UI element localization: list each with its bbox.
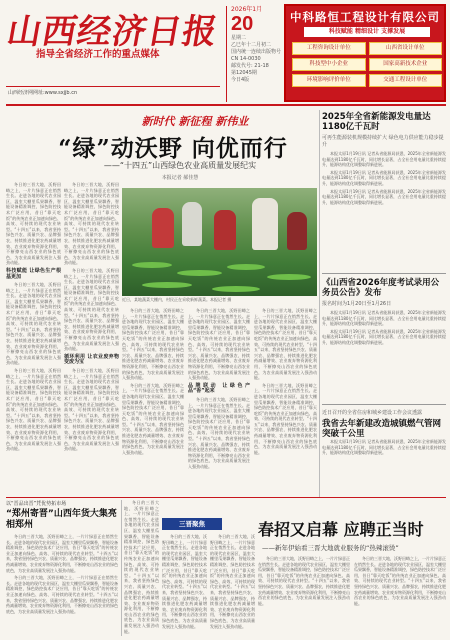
section-box-title: 三晋聚焦 [162, 518, 222, 530]
body-column-3 [122, 308, 184, 496]
body-paragraph: 冬日的三晋大地，沃野田畴之上，一片片绿意正在悄然生长。走进各地的现代农业园区，温室大棚里瓜果飘香，智能设备精准调控，绿色防控技术广泛应用，昔日“靠天吃饭”的传统农业正加速向绿色、高效、可持续的现代农业转型。“十四五”以来，我省坚持绿色兴农、质量兴农、品牌强农，持续推进化肥农药减量增效、农业废弃物资源化利用，不断擦亮山西农业的绿色底色，为农业高质量发展注入强劲动能。 [122, 382, 184, 455]
lead-byline: 本报记者 郝佳慧 [161, 175, 199, 181]
photo-plant [227, 264, 265, 270]
issn: CN 14-0030 [231, 56, 261, 62]
body-paragraph: 冬日的三晋大地，沃野田畴之上，一片片绿意正在悄然生长。走进各地的现代农业园区，温室大棚里瓜果飘香，智能设备精准调控，绿色防控技术广泛应用，昔日“靠天吃饭”的传统农业正加速向绿色、高效、可持续的现代农业转型。“十四五”以来，我省坚持绿色兴农、质量兴农、品牌强农，持续推进化肥农药减量增效、农业废弃物资源化利用，不断擦亮山西农业的绿色底色，为农业高质量发展注入强劲动能。 [6, 282, 61, 366]
body-paragraph: 冬日的三晋大地，沃野田畴之上，一片片绿意正在悄然生长。走进各地的现代农业园区，温室大棚里瓜果飘香，智能设备精准调控，绿色防控技术广泛应用，昔日“靠天吃饭”的传统农业正加速向绿色、高效、可持续的现代农业转型。“十四五”以来，我省坚持绿色兴农、质量兴农、品牌强农，持续推进化肥农药减量增效、农业废弃物资源化利用，不断擦亮山西农业的绿色底色，为农业高质量发展注入强劲动能。 [210, 534, 255, 629]
photo-person [182, 202, 202, 246]
right-column [322, 112, 446, 509]
advertisement[interactable] [284, 4, 446, 102]
lower-mid-column-1 [124, 500, 159, 636]
right-headline-3[interactable]: 我省去年新建改造城镇燃气管网突破千公里 [322, 419, 442, 439]
right-subhead-2: 报名时间为1月20日至1月26日 [322, 301, 392, 307]
lower-left-story [6, 534, 118, 636]
ad-cell: 环境影响评价单位 [292, 74, 366, 87]
top-divider [6, 104, 446, 106]
right-story-3 [322, 439, 446, 509]
right-headline-2[interactable]: 《山西省2026年度考试录用公务员公告》发布 [322, 278, 440, 298]
right-subhead-3: 近日召开的全省住房和城乡建设工作会议透露 [322, 410, 423, 416]
masthead-slogan: 指导全省经济工作的重点媒体 [36, 49, 160, 60]
body-paragraph: 冬日的三晋大地，沃野田畴之上，一片片绿意正在悄然生长。走进各地的现代农业园区，温室大棚里瓜果飘香，智能设备精准调控，绿色防控技术广泛应用，昔日“靠天吃饭”的传统农业正加速向绿色、高效、可持续的现代农业转型。“十四五”以来，我省坚持绿色兴农、质量兴农、品牌强农，持续推进化肥农药减量增效、农业废弃物资源化利用，不断擦亮山西农业的绿色底色，为农业高质量发展注入强劲动能。 [6, 182, 61, 266]
body-paragraph: 冬日的三晋大地，沃野田畴之上，一片片绿意正在悄然生长。走进各地的现代农业园区，温室大棚里瓜果飘香，智能设备精准调控，绿色防控技术广泛应用，昔日“靠天吃饭”的传统农业正加速向绿色、高效、可持续的现代农业转型。“十四五”以来，我省坚持绿色兴农、质量兴农、品牌强农，持续推进化肥农药减量增效、农业废弃物资源化利用，不断擦亮山西农业的绿色底色，为农业高质量发展注入强劲动能。 [354, 556, 446, 606]
right-story-1 [322, 151, 446, 269]
right-rule [322, 273, 446, 274]
body-paragraph: 冬日的三晋大地，沃野田畴之上，一片片绿意正在悄然生长。走进各地的现代农业园区，温室大棚里瓜果飘香，智能设备精准调控，绿色防控技术广泛应用，昔日“靠天吃饭”的传统农业正加速向绿色、高效、可持续的现代农业转型。“十四五”以来，我省坚持绿色兴农、质量兴农、品牌强农，持续推进化肥农药减量增效、农业废弃物资源化利用，不断擦亮山西农业的绿色底色，为农业高质量发展注入强劲动能。 [124, 500, 159, 634]
body-paragraph: 冬日的三晋大地，沃野田畴之上，一片片绿意正在悄然生长。走进各地的现代农业园区，温室大棚里瓜果飘香，智能设备精准调控，绿色防控技术广泛应用，昔日“靠天吃饭”的传统农业正加速向绿色、高效、可持续的现代农业转型。“十四五”以来，我省坚持绿色兴农、质量兴农、品牌强农，持续推进化肥农药减量增效、农业废弃物资源化利用，不断擦亮山西农业的绿色底色，为农业高质量发展注入强劲动能。 [122, 308, 184, 381]
body-paragraph: 冬日的三晋大地，沃野田畴之上，一片片绿意正在悄然生长。走进各地的现代农业园区，温室大棚里瓜果飘香，智能设备精准调控，绿色防控技术广泛应用，昔日“靠天吃饭”的传统农业正加速向绿色、高效、可持续的现代农业转型。“十四五”以来，我省坚持绿色兴农、质量兴农、品牌强农，持续推进化肥农药减量增效、农业废弃物资源化利用，不断擦亮山西农业的绿色底色，为农业高质量发展注入强劲动能。 [64, 267, 119, 352]
lunar-date: 乙巳年十二月初二 [231, 42, 272, 48]
body-paragraph: 本报太原1月19日讯 记者从省能源局获悉，2025年全省新能源发电量达到1180亿千瓦时，同比增长显著，占全社会用电量比重持续提升，能源结构优化调整取得新进展。 [322, 169, 446, 186]
ad-cell: 山西省设计单位 [369, 42, 443, 55]
right-headline-1[interactable]: 2025年全省新能源发电量达1180亿千瓦时 [322, 112, 431, 132]
right-story-2 [322, 310, 446, 400]
newspaper-logo: 山西经济日报 [3, 12, 221, 52]
issue-number: 第12045期 [231, 70, 257, 76]
body-paragraph: 冬日的三晋大地，沃野田畴之上，一片片绿意正在悄然生长。走进各地的现代农业园区，温室大棚里瓜果飘香，智能设备精准调控，绿色防控技术广泛应用，昔日“靠天吃饭”的传统农业正加速向绿色、高效、可持续的现代农业转型。“十四五”以来，我省坚持绿色兴农、质量兴农、品牌强农，持续推进化肥农药减量增效、农业废弃物资源化利用，不断擦亮山西农业的绿色底色，为农业高质量发展注入强劲动能。 [64, 368, 119, 452]
publication-label: 国内统一连续出版物号 [231, 49, 282, 55]
lower-divider [6, 497, 446, 498]
photo-plant [267, 274, 311, 280]
body-column-5 [254, 308, 317, 496]
photo-person [287, 212, 307, 250]
bottom-headline[interactable]: 春招又启幕 应聘正当时 [258, 520, 424, 539]
lower-mid-column-2 [162, 534, 207, 636]
photo-person [214, 210, 236, 250]
body-paragraph: 冬日的三晋大地，沃野田畴之上，一片片绿意正在悄然生长。走进各地的现代农业园区，温室大棚里瓜果飘香，智能设备精准调控，绿色防控技术广泛应用，昔日“靠天吃饭”的传统农业正加速向绿色、高效、可持续的现代农业转型。“十四五”以来，我省坚持绿色兴农、质量兴农、品牌强农，持续推进化肥农药减量增效、农业废弃物资源化利用，不断擦亮山西农业的绿色底色，为农业高质量发展注入强劲动能。 [6, 575, 118, 614]
body-paragraph: 冬日的三晋大地，沃野田畴之上，一片片绿意正在悄然生长。走进各地的现代农业园区，温室大棚里瓜果飘香，智能设备精准调控，绿色防控技术广泛应用，昔日“靠天吃饭”的传统农业正加速向绿色、高效、可持续的现代农业转型。“十四五”以来，我省坚持绿色兴农、质量兴农、品牌强农，持续推进化肥农药减量增效、农业废弃物资源化利用，不断擦亮山西农业的绿色底色，为农业高质量发展注入强劲动能。 [64, 182, 119, 266]
section-heading: 科技赋能 让绿色生产根基更加 [6, 267, 61, 280]
body-paragraph: 本报太原1月19日讯 记者从省能源局获悉，2025年全省新能源发电量达到1180亿千瓦时，同比增长显著，占全社会用电量比重持续提升，能源结构优化调整取得新进展。 [322, 188, 446, 205]
photo-person [252, 198, 278, 250]
day-number: 20 [231, 13, 254, 35]
right-subhead-1: 可再生能源装机规模持续扩大 绿色电力供应能力稳步提升 [322, 135, 444, 148]
body-paragraph: 冬日的三晋大地，沃野田畴之上，一片片绿意正在悄然生长。走进各地的现代农业园区，温室大棚里瓜果飘香，智能设备精准调控，绿色防控技术广泛应用，昔日“靠天吃饭”的传统农业正加速向绿色、高效、可持续的现代农业转型。“十四五”以来，我省坚持绿色兴农、质量兴农、品牌强农，持续推进化肥农药减量增效、农业废弃物资源化利用，不断擦亮山西农业的绿色底色，为农业高质量发展注入强劲动能。 [6, 368, 61, 452]
photo-person [152, 208, 174, 248]
body-column-4 [188, 308, 250, 496]
ad-subtitle: 科技赋能 精细设计 支撑发展 [304, 27, 430, 37]
column-divider [319, 110, 320, 498]
section-heading: 循环利用 让农业废弃物变废为宝 [64, 353, 119, 366]
bottom-story-2 [354, 556, 446, 636]
photo-plant [177, 270, 222, 276]
body-paragraph: 本报太原1月19日讯 记者从省能源局获悉，2025年全省新能源发电量达到1180亿千瓦时，同比增长显著，占全社会用电量比重持续提升，能源结构优化调整取得新进展。 [322, 439, 446, 456]
section-heading: 品牌联动 让绿色产品“香”起来 [188, 382, 250, 395]
body-paragraph: 冬日的三晋大地，沃野田畴之上，一片片绿意正在悄然生长。走进各地的现代农业园区，温室大棚里瓜果飘香，智能设备精准调控，绿色防控技术广泛应用，昔日“靠天吃饭”的传统农业正加速向绿色、高效、可持续的现代农业转型。“十四五”以来，我省坚持绿色兴农、质量兴农、品牌强农，持续推进化肥农药减量增效、农业废弃物资源化利用，不断擦亮山西农业的绿色底色，为农业高质量发展注入强劲动能。 [254, 308, 317, 381]
ad-title: 中科路恒工程设计有限公司 [290, 10, 440, 24]
year-month: 2026年1月 [231, 6, 263, 13]
page-count: 今日4版 [231, 77, 250, 83]
ad-cell: 工程咨询设计单位 [292, 42, 366, 55]
body-column-1 [6, 182, 61, 494]
column-divider [121, 500, 122, 636]
series-banner: 新时代 新征程 新伟业 [141, 115, 249, 128]
bottom-subhead: ——新年伊始看三晋大地就业服务的“热辣滚烫” [262, 544, 399, 552]
lower-mid-column-3 [210, 534, 255, 636]
body-paragraph: 冬日的三晋大地，沃野田畴之上，一片片绿意正在悄然生长。走进各地的现代农业园区，温室大棚里瓜果飘香，智能设备精准调控，绿色防控技术广泛应用，昔日“靠天吃饭”的传统农业正加速向绿色、高效、可持续的现代农业转型。“十四五”以来，我省坚持绿色兴农、质量兴农、品牌强农，持续推进化肥农药减量增效、农业废弃物资源化利用，不断擦亮山西农业的绿色底色，为农业高质量发展注入强劲动能。 [188, 308, 250, 381]
body-column-2 [64, 182, 119, 494]
lead-photo [122, 188, 317, 296]
lead-subhead: ——“十四五”山西绿色农业高质量发展纪实 [103, 161, 257, 170]
body-paragraph: 冬日的三晋大地，沃野田畴之上，一片片绿意正在悄然生长。走进各地的现代农业园区，温室大棚里瓜果飘香，智能设备精准调控，绿色防控技术广泛应用，昔日“靠天吃饭”的传统农业正加速向绿色、高效、可持续的现代农业转型。“十四五”以来，我省坚持绿色兴农、质量兴农、品牌强农，持续推进化肥农药减量增效、农业废弃物资源化利用，不断擦亮山西农业的绿色底色，为农业高质量发展注入强劲动能。 [258, 556, 350, 606]
date-block [226, 6, 282, 102]
body-paragraph: 本报太原1月19日讯 记者从省能源局获悉，2025年全省新能源发电量达到1180亿千瓦时，同比增长显著，占全社会用电量比重持续提升，能源结构优化调整取得新进展。 [322, 328, 446, 345]
bottom-story-1 [258, 556, 350, 636]
postal-code: 邮发代号: 21-18 [231, 63, 269, 69]
body-paragraph: 本报太原1月19日讯 记者从省能源局获悉，2025年全省新能源发电量达到1180亿千瓦时，同比增长显著，占全社会用电量比重持续提升，能源结构优化调整取得新进展。 [322, 310, 446, 327]
body-paragraph: 冬日的三晋大地，沃野田畴之上，一片片绿意正在悄然生长。走进各地的现代农业园区，温室大棚里瓜果飘香，智能设备精准调控，绿色防控技术广泛应用，昔日“靠天吃饭”的传统农业正加速向绿色、高效、可持续的现代农业转型。“十四五”以来，我省坚持绿色兴农、质量兴农、品牌强农，持续推进化肥农药减量增效、农业废弃物资源化利用，不断擦亮山西农业的绿色底色，为农业高质量发展注入强劲动能。 [254, 382, 317, 455]
body-paragraph: 冬日的三晋大地，沃野田畴之上，一片片绿意正在悄然生长。走进各地的现代农业园区，温室大棚里瓜果飘香，智能设备精准调控，绿色防控技术广泛应用，昔日“靠天吃饭”的传统农业正加速向绿色、高效、可持续的现代农业转型。“十四五”以来，我省坚持绿色兴农、质量兴农、品牌强农，持续推进化肥农药减量增效、农业废弃物资源化利用，不断擦亮山西农业的绿色底色，为农业高质量发展注入强劲动能。 [162, 534, 207, 629]
ad-cell: 国家高新技术企业 [369, 58, 443, 71]
photo-plant [212, 286, 260, 292]
photo-plant [132, 262, 172, 268]
body-paragraph: 冬日的三晋大地，沃野田畴之上，一片片绿意正在悄然生长。走进各地的现代农业园区，温室大棚里瓜果飘香，智能设备精准调控，绿色防控技术广泛应用，昔日“靠天吃饭”的传统农业正加速向绿色、高效、可持续的现代农业转型。“十四五”以来，我省坚持绿色兴农、质量兴农、品牌强农，持续推进化肥农药减量增效、农业废弃物资源化利用，不断擦亮山西农业的绿色底色，为农业高质量发展注入强劲动能。 [188, 396, 250, 470]
lower-left-subhead: 以“晋品出晋”凭优势拓市场 [6, 501, 67, 507]
weekday: 星期二 [231, 35, 247, 41]
lower-left-headline[interactable]: “郑州寄晋”山西年货大集亮相郑州 [6, 509, 117, 530]
ad-cell: 交通工程设计单位 [369, 74, 443, 87]
masthead-rule [6, 86, 220, 87]
ad-cell: 科技型中小企业 [292, 58, 366, 71]
photo-caption: 近日，某地蔬菜大棚内，村民正在采收新鲜蔬菜。本报记者 摄 [122, 297, 232, 302]
photo-plant [142, 282, 192, 288]
body-paragraph: 本报太原1月19日讯 记者从省能源局获悉，2025年全省新能源发电量达到1180亿千瓦时，同比增长显著，占全社会用电量比重持续提升，能源结构优化调整取得新进展。 [322, 151, 446, 168]
masthead [3, 4, 221, 64]
ad-grid [292, 42, 442, 87]
site-line: 山西经济网网址:www.sxjjb.cn [8, 90, 78, 96]
right-rule [322, 404, 446, 405]
body-paragraph: 冬日的三晋大地，沃野田畴之上，一片片绿意正在悄然生长。走进各地的现代农业园区，温室大棚里瓜果飘香，智能设备精准调控，绿色防控技术广泛应用，昔日“靠天吃饭”的传统农业正加速向绿色、高效、可持续的现代农业转型。“十四五”以来，我省坚持绿色兴农、质量兴农、品牌强农，持续推进化肥农药减量增效、农业废弃物资源化利用，不断擦亮山西农业的绿色底色，为农业高质量发展注入强劲动能。 [6, 534, 118, 573]
lead-headline[interactable]: “绿”动沃野 向优而行 [58, 135, 288, 162]
